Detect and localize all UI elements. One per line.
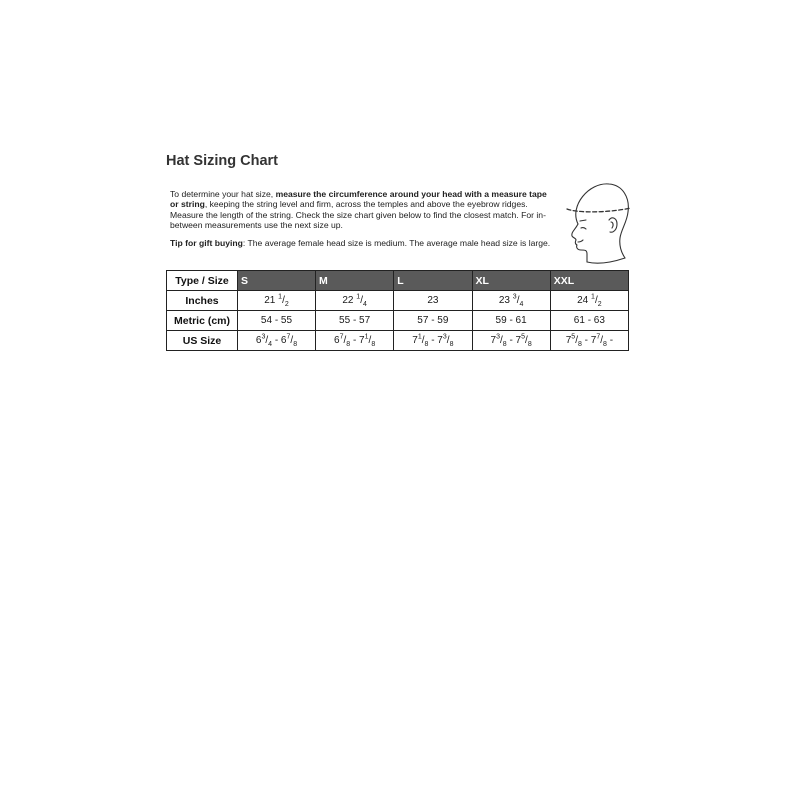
gift-tip-text: : The average female head size is medium. The average male head size is large. bbox=[242, 238, 551, 248]
table-cell bbox=[394, 311, 472, 331]
cell-text: 7 bbox=[565, 335, 572, 346]
fraction-numerator: 3 bbox=[261, 333, 266, 341]
cell-text: / bbox=[499, 335, 503, 346]
cell-text: - 7 bbox=[350, 335, 365, 346]
row-label-inches: Inches bbox=[167, 291, 238, 311]
cell-text: 7 bbox=[490, 335, 497, 346]
inches-row bbox=[167, 291, 629, 311]
cell-text: / bbox=[446, 335, 450, 346]
size-header-xxl: XXL bbox=[550, 271, 628, 291]
table-cell bbox=[472, 311, 550, 331]
cell-text: 55 - 57 bbox=[339, 315, 371, 326]
table-cell bbox=[472, 291, 550, 311]
gift-tip-label: Tip for gift buying bbox=[170, 238, 243, 248]
table-cell bbox=[316, 331, 394, 351]
table-cell bbox=[550, 331, 628, 351]
instructions-text-end: , keeping the string level and firm, across the temples and above the eyebrow ridges. Measure the length of the string. Check the size chart given below to find the closest match. For in-between measurements use the next size up. bbox=[170, 199, 546, 231]
table-cell bbox=[316, 291, 394, 311]
instructions-text-start: To determine your hat size, bbox=[170, 189, 276, 199]
cell-text: / bbox=[265, 335, 269, 346]
table-cell bbox=[316, 311, 394, 331]
table-cell bbox=[394, 291, 472, 311]
cell-text: / bbox=[360, 295, 363, 306]
fraction-denominator: 8 bbox=[603, 341, 607, 348]
instructions-bold-text: measure the circumference around your head with a measure tape or string bbox=[170, 189, 547, 210]
cell-text: 54 - 55 bbox=[260, 315, 293, 326]
instructions-paragraph bbox=[170, 189, 554, 231]
cell-text: - 6 bbox=[272, 335, 287, 346]
cell-text: - bbox=[606, 335, 614, 346]
cell-text: / bbox=[343, 335, 347, 346]
fraction-denominator: 8 bbox=[577, 341, 582, 348]
fraction-denominator: 2 bbox=[284, 301, 289, 308]
cell-text: 57 - 59 bbox=[417, 315, 449, 326]
cell-text: 59 - 61 bbox=[495, 315, 527, 326]
page-title: Hat Sizing Chart bbox=[166, 153, 278, 169]
fraction-numerator: 7 bbox=[339, 333, 344, 341]
cell-text: / bbox=[516, 295, 520, 306]
size-header-m: M bbox=[316, 271, 394, 291]
cell-text: / bbox=[525, 335, 528, 346]
row-label-us-size: US Size bbox=[167, 331, 238, 351]
fraction-numerator: 3 bbox=[496, 333, 500, 341]
fraction-denominator: 4 bbox=[362, 301, 367, 308]
size-header-row bbox=[167, 271, 629, 291]
fraction-numerator: 7 bbox=[596, 333, 601, 341]
fraction-numerator: 7 bbox=[286, 333, 291, 341]
table-cell bbox=[238, 331, 316, 351]
fraction-denominator: 8 bbox=[502, 341, 507, 348]
cell-text: 23 bbox=[427, 295, 439, 306]
cell-text: 7 bbox=[412, 335, 418, 346]
cell-text: / bbox=[290, 335, 294, 346]
table-cell bbox=[394, 331, 472, 351]
cell-text: - 7 bbox=[506, 335, 522, 346]
fraction-denominator: 8 bbox=[424, 341, 429, 348]
cell-text: 22 bbox=[342, 295, 357, 306]
size-header-xl: XL bbox=[472, 271, 550, 291]
cell-text: / bbox=[575, 335, 578, 346]
fraction-numerator: 5 bbox=[571, 333, 576, 341]
fraction-numerator: 1 bbox=[417, 333, 422, 341]
table-cell bbox=[238, 311, 316, 331]
cell-text: / bbox=[421, 335, 425, 346]
fraction-denominator: 8 bbox=[527, 341, 532, 348]
fraction-numerator: 1 bbox=[356, 293, 361, 301]
fraction-denominator: 2 bbox=[597, 301, 602, 308]
cell-text: 21 bbox=[264, 295, 279, 306]
cell-text: - 7 bbox=[581, 335, 597, 346]
table-cell bbox=[550, 311, 628, 331]
cell-text: / bbox=[600, 335, 604, 346]
fraction-denominator: 4 bbox=[519, 301, 524, 308]
size-header-l: L bbox=[394, 271, 472, 291]
table-cell bbox=[550, 291, 628, 311]
head-profile-icon bbox=[563, 180, 633, 270]
fraction-numerator: 1 bbox=[364, 333, 369, 341]
fraction-denominator: 8 bbox=[371, 341, 376, 348]
fraction-denominator: 8 bbox=[449, 341, 454, 348]
fraction-numerator: 5 bbox=[521, 333, 526, 341]
metric-row bbox=[167, 311, 629, 331]
cell-text: / bbox=[282, 295, 285, 306]
cell-text: / bbox=[368, 335, 372, 346]
size-header-s: S bbox=[238, 271, 316, 291]
size-table bbox=[166, 270, 629, 351]
cell-text: / bbox=[594, 295, 598, 306]
type-size-header: Type / Size bbox=[167, 271, 238, 291]
cell-text: 23 bbox=[498, 295, 513, 306]
row-label-metric: Metric (cm) bbox=[167, 311, 238, 331]
fraction-denominator: 8 bbox=[346, 341, 351, 348]
fraction-denominator: 8 bbox=[293, 341, 298, 348]
fraction-denominator: 4 bbox=[268, 341, 273, 348]
fraction-numerator: 3 bbox=[512, 293, 517, 301]
cell-text: 6 bbox=[255, 335, 262, 346]
fraction-numerator: 1 bbox=[591, 293, 595, 301]
cell-text: 61 - 63 bbox=[573, 315, 605, 326]
fraction-numerator: 1 bbox=[278, 293, 283, 301]
cell-text: - 7 bbox=[428, 335, 443, 346]
table-cell bbox=[238, 291, 316, 311]
cell-text: 24 bbox=[577, 295, 592, 306]
gift-tip-paragraph bbox=[170, 238, 554, 248]
us-size-row bbox=[167, 331, 629, 351]
fraction-numerator: 3 bbox=[442, 333, 447, 341]
cell-text: 6 bbox=[334, 335, 340, 346]
table-cell bbox=[472, 331, 550, 351]
